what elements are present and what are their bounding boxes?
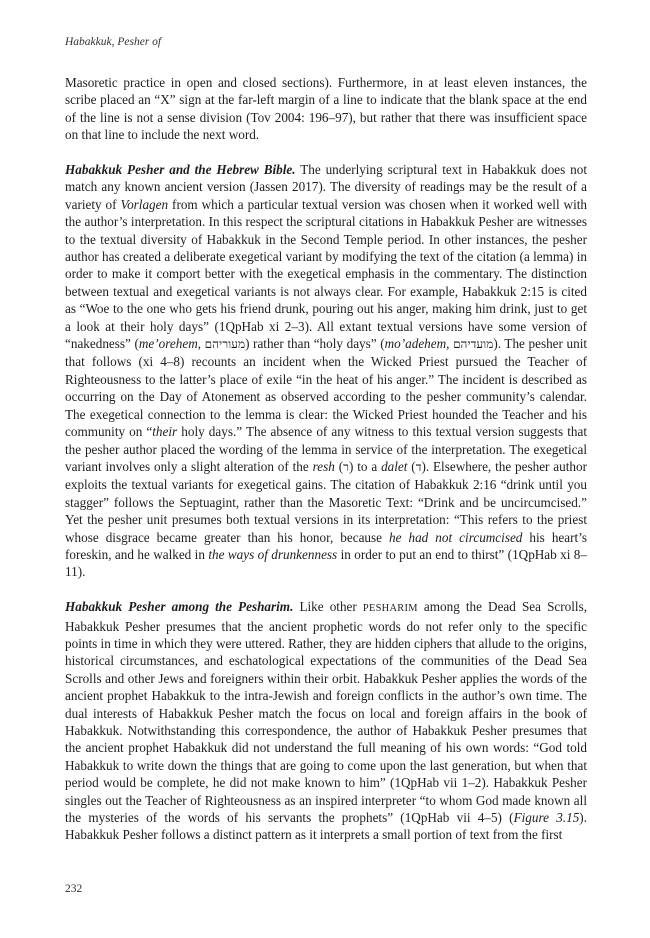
italic-term: dalet	[381, 458, 408, 474]
paragraph-text: ). The pesher unit that follows (xi 4–8) recounts an incident when the Wicked Priest pursued the Teacher of Righteousness to the latter’s place of exile “in the heat of his anger.” The incident is described as occurring on the Day of Atonement as observed according to the pesher community’s calendar. The exegetical connection to the lemma is clear: the Wicked Priest hounded the Teacher and his community on “	[65, 336, 588, 440]
hebrew-letter: ר	[343, 459, 349, 474]
paragraph-text: among the Dead Sea Scrolls, Habakkuk Pesher presumes that the ancient prophetic words do not refer only to the specific points in time in which they were uttered. Rather, they are hidden ciphers that allude to the origins, historical circumstances, and eschatological expectations of the communities of the Dead Sea Scrolls and other Jews and foreigners within their orbit. Habakkuk Pesher applies the words of the ancient prophet Habakkuk to the intra-Jewish and foreign conflicts in the author’s own time. The dual interests of Habakkuk Pesher match the focus on local and foreign affairs in the book of Habakkuk. Notwithstanding this correspondence, the author of Habakkuk Pesher presumes that the ancient prophet Habakkuk did not understand the full meaning of his own words: “God told Habakkuk to write down the things that are going to come upon the last generation, but when that period would be complete, he did not make known to him” (1QpHab vii 1–2). Habakkuk Pesher singles out the Teacher of Righteousness as an inspired interpreter “to whom God made known all the mysteries of the words of his servants the prophets” (1QpHab vii 4–5) (	[65, 599, 588, 826]
italic-phrase: he had not circumcised	[389, 529, 523, 545]
paragraph-text: (	[407, 458, 416, 474]
paragraph-text: Masoretic practice in open and closed sections). Furthermore, in at least eleven instances, the scribe placed an “X” sign at the far-left margin of a line to indicate that the blank space at the end of the line is not a sense division (Tov 2004: 196–97), but rather that there was insufficient space on that line to include the next word.	[65, 75, 587, 143]
paragraph-text: ,	[446, 336, 454, 352]
hebrew-word: מועדיהם	[453, 337, 494, 352]
page-number: 232	[65, 883, 83, 895]
paragraph-text: in order to put an end to thirst” (1QpHab xi 8–11).	[65, 546, 587, 580]
paragraph-text: The underlying scriptural text in Habakkuk does not match any known ancient version (Jassen 2017). The diversity of readings may be the result of a variety of	[65, 162, 587, 212]
body-text	[65, 74, 587, 844]
cross-reference: PESHARIM	[362, 603, 418, 615]
paragraph-text: from which a particular textual version was chosen when it worked well with the author’s interpretation. In this respect the scriptural citations in Habakkuk Pesher are witnesses to the textual diversity of Habakkuk in the Second Temple period. In other instances, the pesher author has created a deliberate exegetical variant by modifying the text of the citation (a lemma) in order to make it comport better with the exegetical emphasis in the commentary. The distinction between textual and exegetical variants is not always clear. For example, Habakkuk 2:15 is cited as “Woe to the one who gets his friend drunk, pouring out his anger, making him drink, just to get a look at their holy days” (1QpHab xi 2–3). All extant textual versions have some version of “nakedness” (	[65, 196, 587, 352]
paragraph-text: holy days.” The absence of any witness to this textual version suggests that the pesher author placed the wording of the lemma in service of the interpretation. The exegetical variant involves only a slight alteration of the	[65, 424, 587, 474]
paragraph-text: (	[334, 458, 344, 474]
paragraph-text: ) to a	[349, 458, 382, 474]
hebrew-word: מעוריהם	[204, 337, 246, 352]
italic-term: resh	[312, 458, 335, 474]
section-heading: Habakkuk Pesher among the Pesharim.	[65, 599, 294, 615]
paragraph-text: ,	[197, 336, 205, 352]
section-among-pesharim	[65, 598, 587, 844]
paragraph-text: his heart’s foreskin, and he walked in	[65, 529, 587, 562]
italic-term: me’orehem	[138, 336, 198, 352]
italic-term: mo’adehem	[384, 336, 447, 352]
figure-reference: Figure 3.15	[513, 810, 580, 826]
section-hebrew-bible	[65, 161, 587, 581]
italic-phrase: the ways of drunkenness	[208, 546, 338, 562]
paragraph-text: ). Habakkuk Pesher follows a distinct pattern as it interprets a small portion of text from the first	[65, 810, 587, 843]
italic-term: their	[152, 424, 178, 440]
paragraph-text: ) rather than “holy days” (	[245, 336, 385, 352]
paragraph-continuation	[65, 74, 587, 144]
italic-term: Vorlagen	[120, 196, 169, 212]
hebrew-letter: ד	[415, 459, 422, 474]
section-heading: Habakkuk Pesher and the Hebrew Bible.	[65, 162, 296, 178]
running-head: Habakkuk, Pesher of	[65, 36, 162, 48]
paragraph-text: ). Elsewhere, the pesher author exploits the textual variants for exegetical gains. The citation of Habakkuk 2:16 “drink until you stagger” follows the Septuagint, rather than the Masoretic Text: “Drink and be uncircumcised.” Yet the pesher unit presumes both textual versions in its interpretation: “This refers to the priest whose disgrace became greater than his honor, because	[65, 458, 587, 545]
paragraph-text: Like other	[293, 599, 363, 615]
